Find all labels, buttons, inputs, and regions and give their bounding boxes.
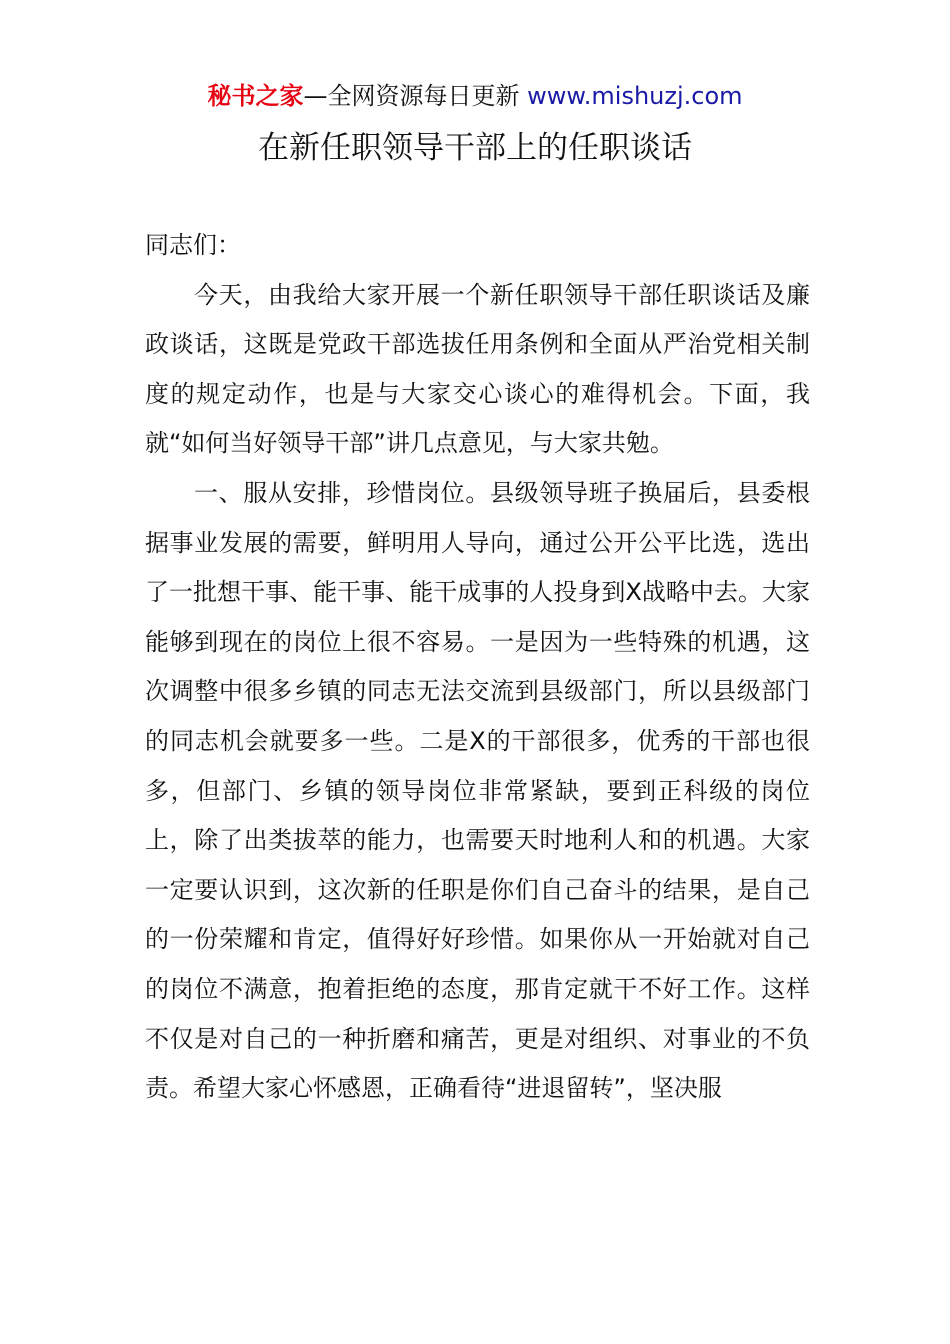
site-brand: 秘书之家	[207, 82, 304, 110]
paragraph-section-one: 一、服从安排，珍惜岗位。县级领导班子换届后，县委根据事业发展的需要，鲜明用人导向，通过公开公平比选，选出了一批想干事、能干事、能干成事的人投身到X战略中去。大家能够到现在的岗位上很不容易。一是因为一些特殊的机遇，这次调整中很多乡镇的同志无法交流到县级部门，所以县级部门的同志机会就要多一些。二是X的干部很多，优秀的干部也很多，但部门、乡镇的领导岗位非常紧缺，要到正科级的岗位上，除了出类拔萃的能力，也需要天时地利人和的机遇。大家一定要认识到，这次新的任职是你们自己奋斗的结果，是自己的一份荣耀和肯定，值得好好珍惜。如果你从一开始就对自己的岗位不满意，抱着拒绝的态度，那肯定就干不好工作。这样不仅是对自己的一种折磨和痛苦，更是对组织、对事业的不负责。希望大家心怀感恩，正确看待“进退留转”，坚决服	[145, 478, 810, 1103]
site-header	[0, 80, 950, 112]
greeting: 同志们：	[145, 231, 241, 259]
paragraph-intro: 今天，由我给大家开展一个新任职领导干部任职谈话及廉政谈话，这既是党政干部选拔任用条例和全面从严治党相关制度的规定动作，也是与大家交心谈心的难得机会。下面，我就“如何当好领导干部”讲几点意见，与大家共勉。	[145, 280, 810, 458]
site-url-link[interactable]: www.mishuzj.com	[527, 82, 743, 110]
document-title: 在新任职领导干部上的任职谈话	[258, 130, 692, 166]
document-body	[145, 221, 810, 1114]
site-tagline: —全网资源每日更新	[303, 82, 520, 110]
